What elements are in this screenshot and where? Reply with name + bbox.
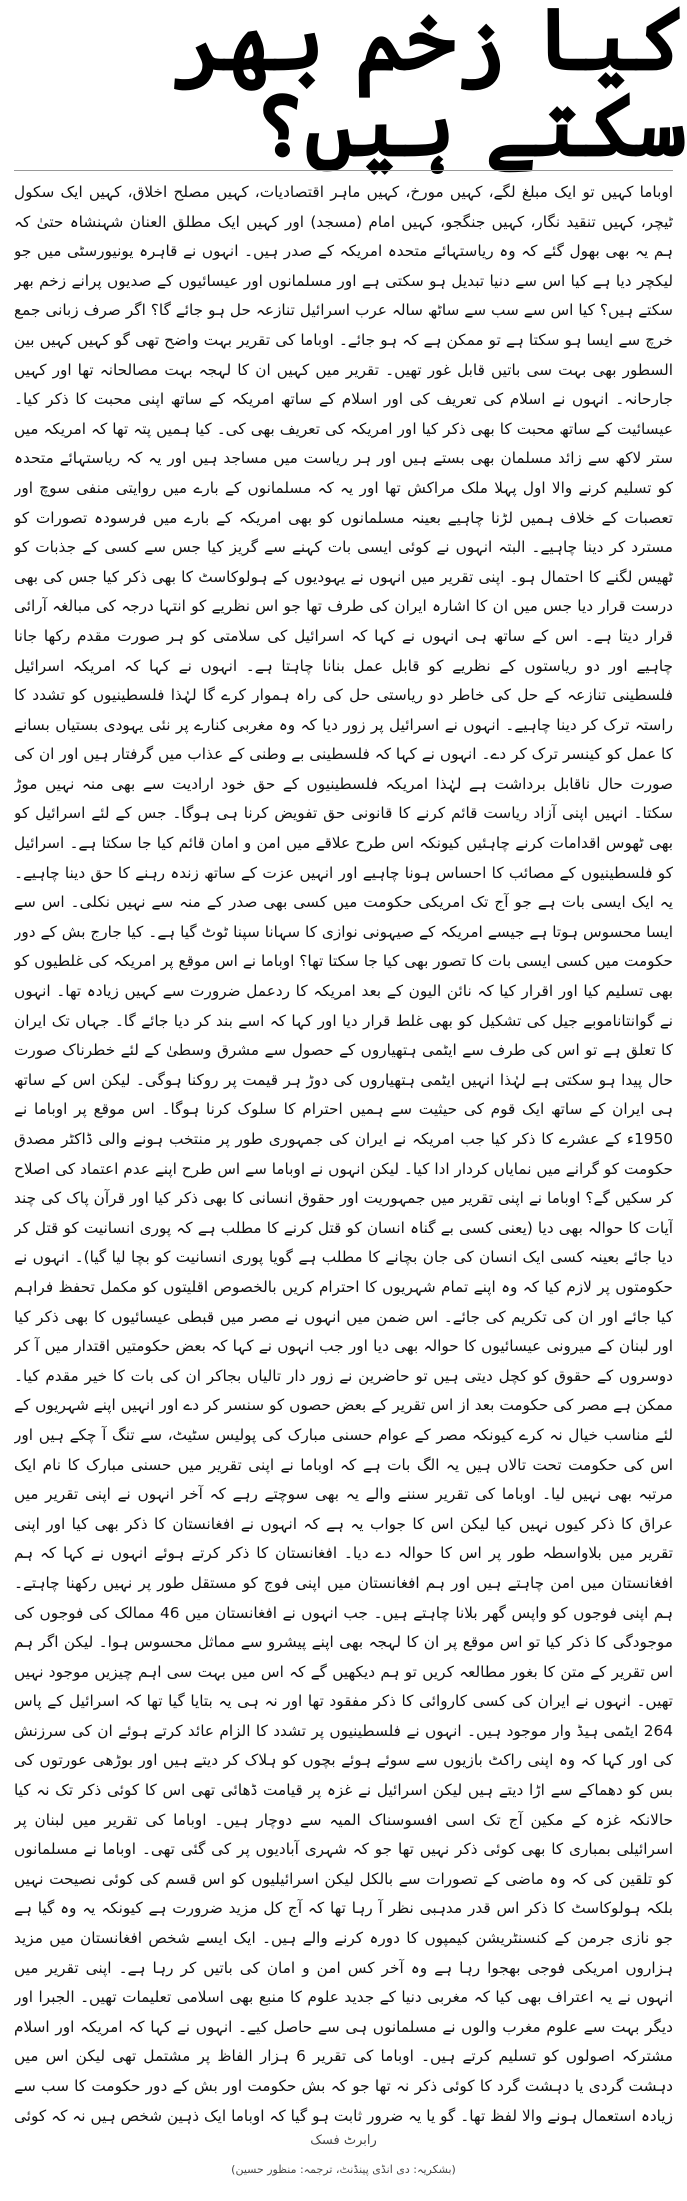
headline-text: کیا زخم بھر سکتے ہیں؟: [173, 0, 687, 176]
translation-credit: (بشکریہ: دی انڈی پینڈنٹ، ترجمہ: منظور حسین): [231, 2163, 456, 2176]
headline: [0, 0, 687, 176]
article-text: اوباما کہیں تو ایک مبلغ لگے، کہیں مورخ، کہیں ماہر اقتصادیات، کہیں مصلح اخلاق، کہیں ایک سکول ٹیچر، کہیں تنقید نگار، کہیں جنگجو، کہیں امام (مسجد) اور کہیں ایک مطلق العنان شہنشاہ حتیٰ کہ ہم یہ بھی بھول گئے کہ وہ ریاستہائے متحدہ امریکہ کے صدر ہیں۔ انہوں نے قاہرہ یونیورسٹی میں جو لیکچر دیا ہے کیا اس سے دنیا تبدیل ہو سکتی ہے اور مسلمانوں اور عیسائیوں کے صدیوں پرانے زخم بھر سکتے ہیں؟ کیا اس سے سب سے ساٹھ سالہ عرب اسرائیل تنازعہ حل ہو جائے گا؟ اگر صرف زبانی جمع خرچ سے ایسا ہو سکتا ہے تو ممکن ہے کہ ہو جائے۔ اوباما کی تقریر بہت واضح تھی گو کہیں کہیں بین السطور بھی بہت سی باتیں قابل غور تھیں۔ تقریر میں کہیں ان کا لہجہ بہت مصالحانہ تھا اور کہیں جارحانہ۔ انہوں نے اسلام کی تعریف کی اور اسلام کے ساتھ امریکہ کے ساتھ اپنی محبت کا ذکر کیا۔ عیسائیت کے ساتھ محبت کا بھی ذکر کیا اور امریکہ کی تعریف بھی کی۔ کیا ہمیں پتہ تھا کہ امریکہ میں ستر لاکھ سے زائد مسلمان بھی بستے ہیں اور ہر ریاست میں مساجد ہیں اور یہ کہ ریاستہائے متحدہ کو تسلیم کرنے والا اول پہلا ملک مراکش تھا اور یہ کہ مسلمانوں کے بارے میں روایتی منفی سوچ اور تعصبات کے خلاف ہمیں لڑنا چاہیے بعینہ مسلمانوں کو بھی امریکہ کے بارے میں فرسودہ تصورات کو مسترد کر دینا چاہیے۔ البتہ انہوں نے کوئی ایسی بات کہنے سے گریز کیا جس سے کسی کے جذبات کو ٹھیس لگنے کا احتمال ہو۔ اپنی تقریر میں انہوں نے یہودیوں کے ہولوکاسٹ کا بھی ذکر کیا جس کی بھی درست قرار دیا جس میں ان کا اشارہ ایران کی طرف تھا جو اس نظریے کو انتہا درجہ کی مبالغہ آرائی قرار دیتا ہے۔ اس کے ساتھ ہی انہوں نے کہا کہ اسرائیل کی سلامتی کو ہر صورت مقدم رکھا جانا چاہیے اور دو ریاستوں کے نظریے کو قابل عمل بنانا چاہتا ہے۔ انہوں نے کہا کہ امریکہ اسرائیل فلسطینی تنازعہ کے حل کی خاطر دو ریاستی حل کی راہ ہموار کرے گا لہٰذا فلسطینیوں کو تشدد کا راستہ ترک کر دینا چاہیے۔ انہوں نے اسرائیل پر زور دیا کہ وہ مغربی کنارے پر نئی یہودی بستیاں بسانے کا عمل کو کینسر ترک کر دے۔ انہوں نے کہا کہ فلسطینی بے وطنی کے عذاب میں گرفتار ہیں اور ان کی صورت حال ناقابل برداشت ہے لہٰذا امریکہ فلسطینیوں کے حق خود ارادیت سے بھی منہ نہیں موڑ سکتا۔ انہیں اپنی آزاد ریاست قائم کرنے کا قانونی حق تفویض کرنا ہی ہوگا۔ جس کے لئے اسرائیل کو بھی ٹھوس اقدامات کرنے چاہئیں کیونکہ اس طرح علاقے میں امن و امان قائم کیا جا سکتا ہے۔ اسرائیل کو فلسطینیوں کے مصائب کا احساس ہونا چاہیے اور انہیں عزت کے ساتھ زندہ رہنے کا حق دینا چاہیے۔ یہ ایک ایسی بات ہے جو آج تک امریکی حکومت میں کسی بھی صدر کے منہ سے نہیں نکلی۔ اس سے ایسا محسوس ہوتا ہے جیسے امریکہ کے صیہونی نوازی کا سہانا سپنا ٹوٹ گیا ہے۔ کیا جارج بش کے دور حکومت میں کسی ایسی بات کا تصور بھی کیا جا سکتا تھا؟ اوباما نے اس موقع پر امریکہ کی غلطیوں کو بھی تسلیم کیا اور اقرار کیا کہ نائن الیون کے بعد امریکہ کا ردعمل ضرورت سے کہیں زیادہ تھا۔ انہوں نے گوانتاناموبے جیل کی تشکیل کو بھی غلط قرار دیا اور کہا کہ اسے بند کر دیا جائے گا۔ جہاں تک ایران کا تعلق ہے تو اس کی طرف سے ایٹمی ہتھیاروں کے حصول سے مشرق وسطیٰ کے لئے خطرناک صورت حال پیدا ہو سکتی ہے لہٰذا انہیں ایٹمی ہتھیاروں کی دوڑ ہر قیمت پر روکنا ہوگی۔ لیکن اس کے ساتھ ہی ایران کے ساتھ ایک قوم کی حیثیت سے ہمیں احترام کا سلوک کرنا ہوگا۔ اس موقع پر اوباما نے 1950ء کے عشرے کا ذکر کیا جب امریکہ نے ایران کی جمہوری طور پر منتخب ہونے والی ڈاکٹر مصدق حکومت کو گرانے میں نمایاں کردار ادا کیا۔ لیکن انہوں نے اوباما سے اس طرح اپنے عدم اعتماد کی اصلاح کر سکیں گے؟ اوباما نے اپنی تقریر میں جمہوریت اور حقوق انسانی کا بھی ذکر کیا اور قرآن پاک کی چند آیات کا حوالہ بھی دیا (یعنی کسی بے گناہ انسان کو قتل کرنے کا مطلب ہے کہ پوری انسانیت کو قتل کر دیا جائے بعینہ کسی ایک انسان کی جان بچانے کا مطلب ہے گویا پوری انسانیت کو بچا لیا گیا)۔ انہوں نے حکومتوں پر لازم کیا کہ وہ اپنے تمام شہریوں کا احترام کریں بالخصوص اقلیتوں کو مکمل تحفظ فراہم کیا جائے اور ان کی تکریم کی جائے۔ اس ضمن میں انہوں نے مصر میں قبطی عیسائیوں کا بھی ذکر کیا اور لبنان کے میرونی عیسائیوں کا حوالہ بھی دیا اور جب انہوں نے کہا کہ بعض حکومتیں اقتدار میں آ کر دوسروں کے حقوق کو کچل دیتی ہیں تو حاضرین نے زور دار تالیاں بجاکر ان کی بات کا خیر مقدم کیا۔ ممکن ہے مصر کی حکومت بعد از اس تقریر کے بعض حصوں کو سنسر کر دے اور انہیں اپنے شہریوں کے لئے مناسب خیال نہ کرے کیونکہ مصر کے عوام حسنی مبارک کی پولیس سٹیٹ، سے تنگ آ چکے ہیں اور اس کی حکومت تحت تالاں ہیں یہ الگ بات ہے کہ اوباما نے اپنی تقریر میں حسنی مبارک کا نام ایک مرتبہ بھی نہیں لیا۔ اوباما کی تقریر سننے والے یہ بھی سوچتے رہے کہ آخر انہوں نے اپنی تقریر میں عراق کا ذکر کیوں نہیں کیا لیکن اس کا جواب یہ ہے کہ انہوں نے افغانستان کا ذکر بھی کیا اور اپنی تقریر میں بلاواسطہ طور پر اس کا حوالہ دے دیا۔ افغانستان کا ذکر کرتے ہوئے انہوں نے کہا کہ ہم افغانستان میں امن چاہتے ہیں اور ہم افغانستان میں اپنی فوج کو مستقل طور پر نہیں رکھنا چاہتے۔ ہم اپنی فوجوں کو واپس گھر بلانا چاہتے ہیں۔ جب انہوں نے افغانستان میں 46 ممالک کی فوجوں کی موجودگی کا ذکر کیا تو اس موقع پر ان کا لہجہ بھی اپنے پیشرو سے مماثل محسوس ہوا۔ لیکن اگر ہم اس تقریر کے متن کا بغور مطالعہ کریں تو ہم دیکھیں گے کہ اس میں بہت سی اہم چیزیں موجود نہیں تھیں۔ انہوں نے ایران کی کسی کاروائی کا ذکر مفقود تھا اور نہ ہی یہ بتایا گیا تھا کہ اسرائیل کے پاس 264 ایٹمی ہیڈ وار موجود ہیں۔ انہوں نے فلسطینیوں پر تشدد کا الزام عائد کرتے ہوئے ان کی سرزنش کی اور کہا کہ وہ اپنی راکٹ بازیوں سے سوئے ہوئے بچوں کو ہلاک کر دیتے ہیں اور بوڑھی عورتوں کی بس کو دھماکے سے اڑا دیتے ہیں لیکن اسرائیل نے غزہ پر قیامت ڈھائی تھی اس کا کوئی ذکر تک نہ کیا حالانکہ غزہ کے مکین آج تک اسی افسوسناک المیہ سے دوچار ہیں۔ اوباما کی تقریر میں لبنان پر اسرائیلی بمباری کا بھی کوئی ذکر نہیں تھا جو کہ شہری آبادیوں پر کی گئی تھی۔ اوباما نے مسلمانوں کو تلقین کی کہ وہ ماضی کے تصورات سے بالکل لیکن اسرائیلیوں کو اس قسم کی کوئی نصیحت نہیں بلکہ ہولوکاسٹ کا ذکر اس قدر مدہبی نظر آ رہا تھا کہ آج کل مزید ضرورت ہے کیونکہ یہ وہ گیا ہے جو نازی جرمن کے کنسنٹریشن کیمپوں کا دورہ کرنے والے ہیں۔ ایک ایسے شخص افغانستان میں مزید ہزاروں امریکی فوجی بھجوا رہا ہے وہ آخر کس امن و امان کی باتیں کر رہا ہے۔ اپنی تقریر میں انہوں نے یہ اعتراف بھی کیا کہ مغربی دنیا کے جدید علوم کا منبع بھی اسلامی تعلیمات تھیں۔ الجبرا اور دیگر بہت سے علوم مغرب والوں نے مسلمانوں ہی سے حاصل کیے۔ انہوں نے کہا کہ امریکہ اور اسلام مشترکہ اصولوں کو تسلیم کرتے ہیں۔ اوباما کی تقریر 6 ہزار الفاظ پر مشتمل تھی لیکن اس میں دہشت گردی یا دہشت گرد کا کوئی ذکر نہ تھا جو کہ بش حکومت اور بش کے دور حکومت کا سب سے زیادہ استعمال ہونے والا لفظ تھا۔ گو یا یہ ضرور ثابت ہو گیا کہ اوباما ایک ذہین شخص ہیں نہ کہ کوئی: [14, 183, 673, 2125]
article-body: [14, 178, 673, 2130]
byline: رابرٹ فسک: [310, 2133, 377, 2148]
headline-divider: [14, 170, 673, 171]
